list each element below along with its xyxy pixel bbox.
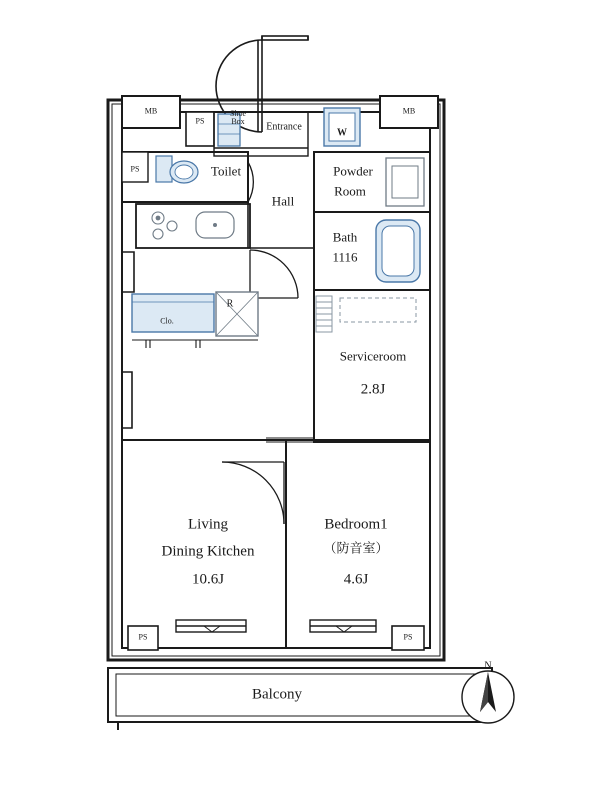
label-hall: Hall [271, 193, 295, 209]
label-entrance: Entrance [266, 121, 302, 133]
label-ps-bottom-right: PS [403, 632, 413, 642]
label-bedroom-line1: Bedroom1 [324, 516, 388, 533]
label-ps-toilet: PS [130, 164, 140, 174]
serviceroom-door-hatch [316, 296, 332, 332]
refrigerator [216, 292, 258, 336]
ldk-window [176, 620, 246, 632]
label-ps-bottom-left: PS [138, 632, 148, 642]
label-ldk-line1: Living [188, 516, 228, 533]
label-balcony: Balcony [252, 686, 302, 703]
closet-door-track [132, 340, 258, 348]
label-closet: Clo. [160, 316, 174, 326]
label-bath-line2: 1116 [332, 249, 358, 265]
hall-door-swing [250, 250, 298, 298]
bedroom-window [310, 620, 376, 632]
label-powder-room-line2: Room [334, 183, 366, 199]
label-powder-room-line1: Powder [333, 163, 373, 179]
label-bath-line1: Bath [332, 229, 358, 245]
serviceroom-walls [314, 290, 430, 442]
label-refrigerator: R [226, 298, 234, 310]
compass-rose [462, 671, 514, 723]
label-washer: W [337, 127, 347, 139]
label-shoe-box: Shoe Box [230, 109, 246, 126]
label-bedroom-area: 4.6J [343, 571, 369, 588]
bedroom-door-swing [222, 462, 284, 524]
powder-room-vanity [386, 158, 424, 206]
label-serviceroom: Serviceroom [339, 348, 407, 364]
label-mb-left: MB [144, 106, 158, 116]
bathtub [376, 220, 420, 282]
label-ldk-line2: Dining Kitchen [161, 543, 255, 560]
kitchen-stove-icon [152, 212, 177, 239]
label-ldk-area: 10.6J [191, 571, 225, 588]
label-mb-right: MB [402, 106, 416, 116]
label-compass-north: N [484, 660, 492, 672]
toilet-fixture [156, 156, 198, 183]
label-toilet: Toilet [210, 163, 242, 179]
serviceroom-shelf [340, 298, 416, 322]
label-serviceroom-area: 2.8J [360, 381, 386, 398]
kitchen-sink-icon [196, 212, 234, 238]
label-bedroom-soundproof: （防音室） [323, 541, 389, 557]
label-ps-top: PS [195, 116, 205, 126]
